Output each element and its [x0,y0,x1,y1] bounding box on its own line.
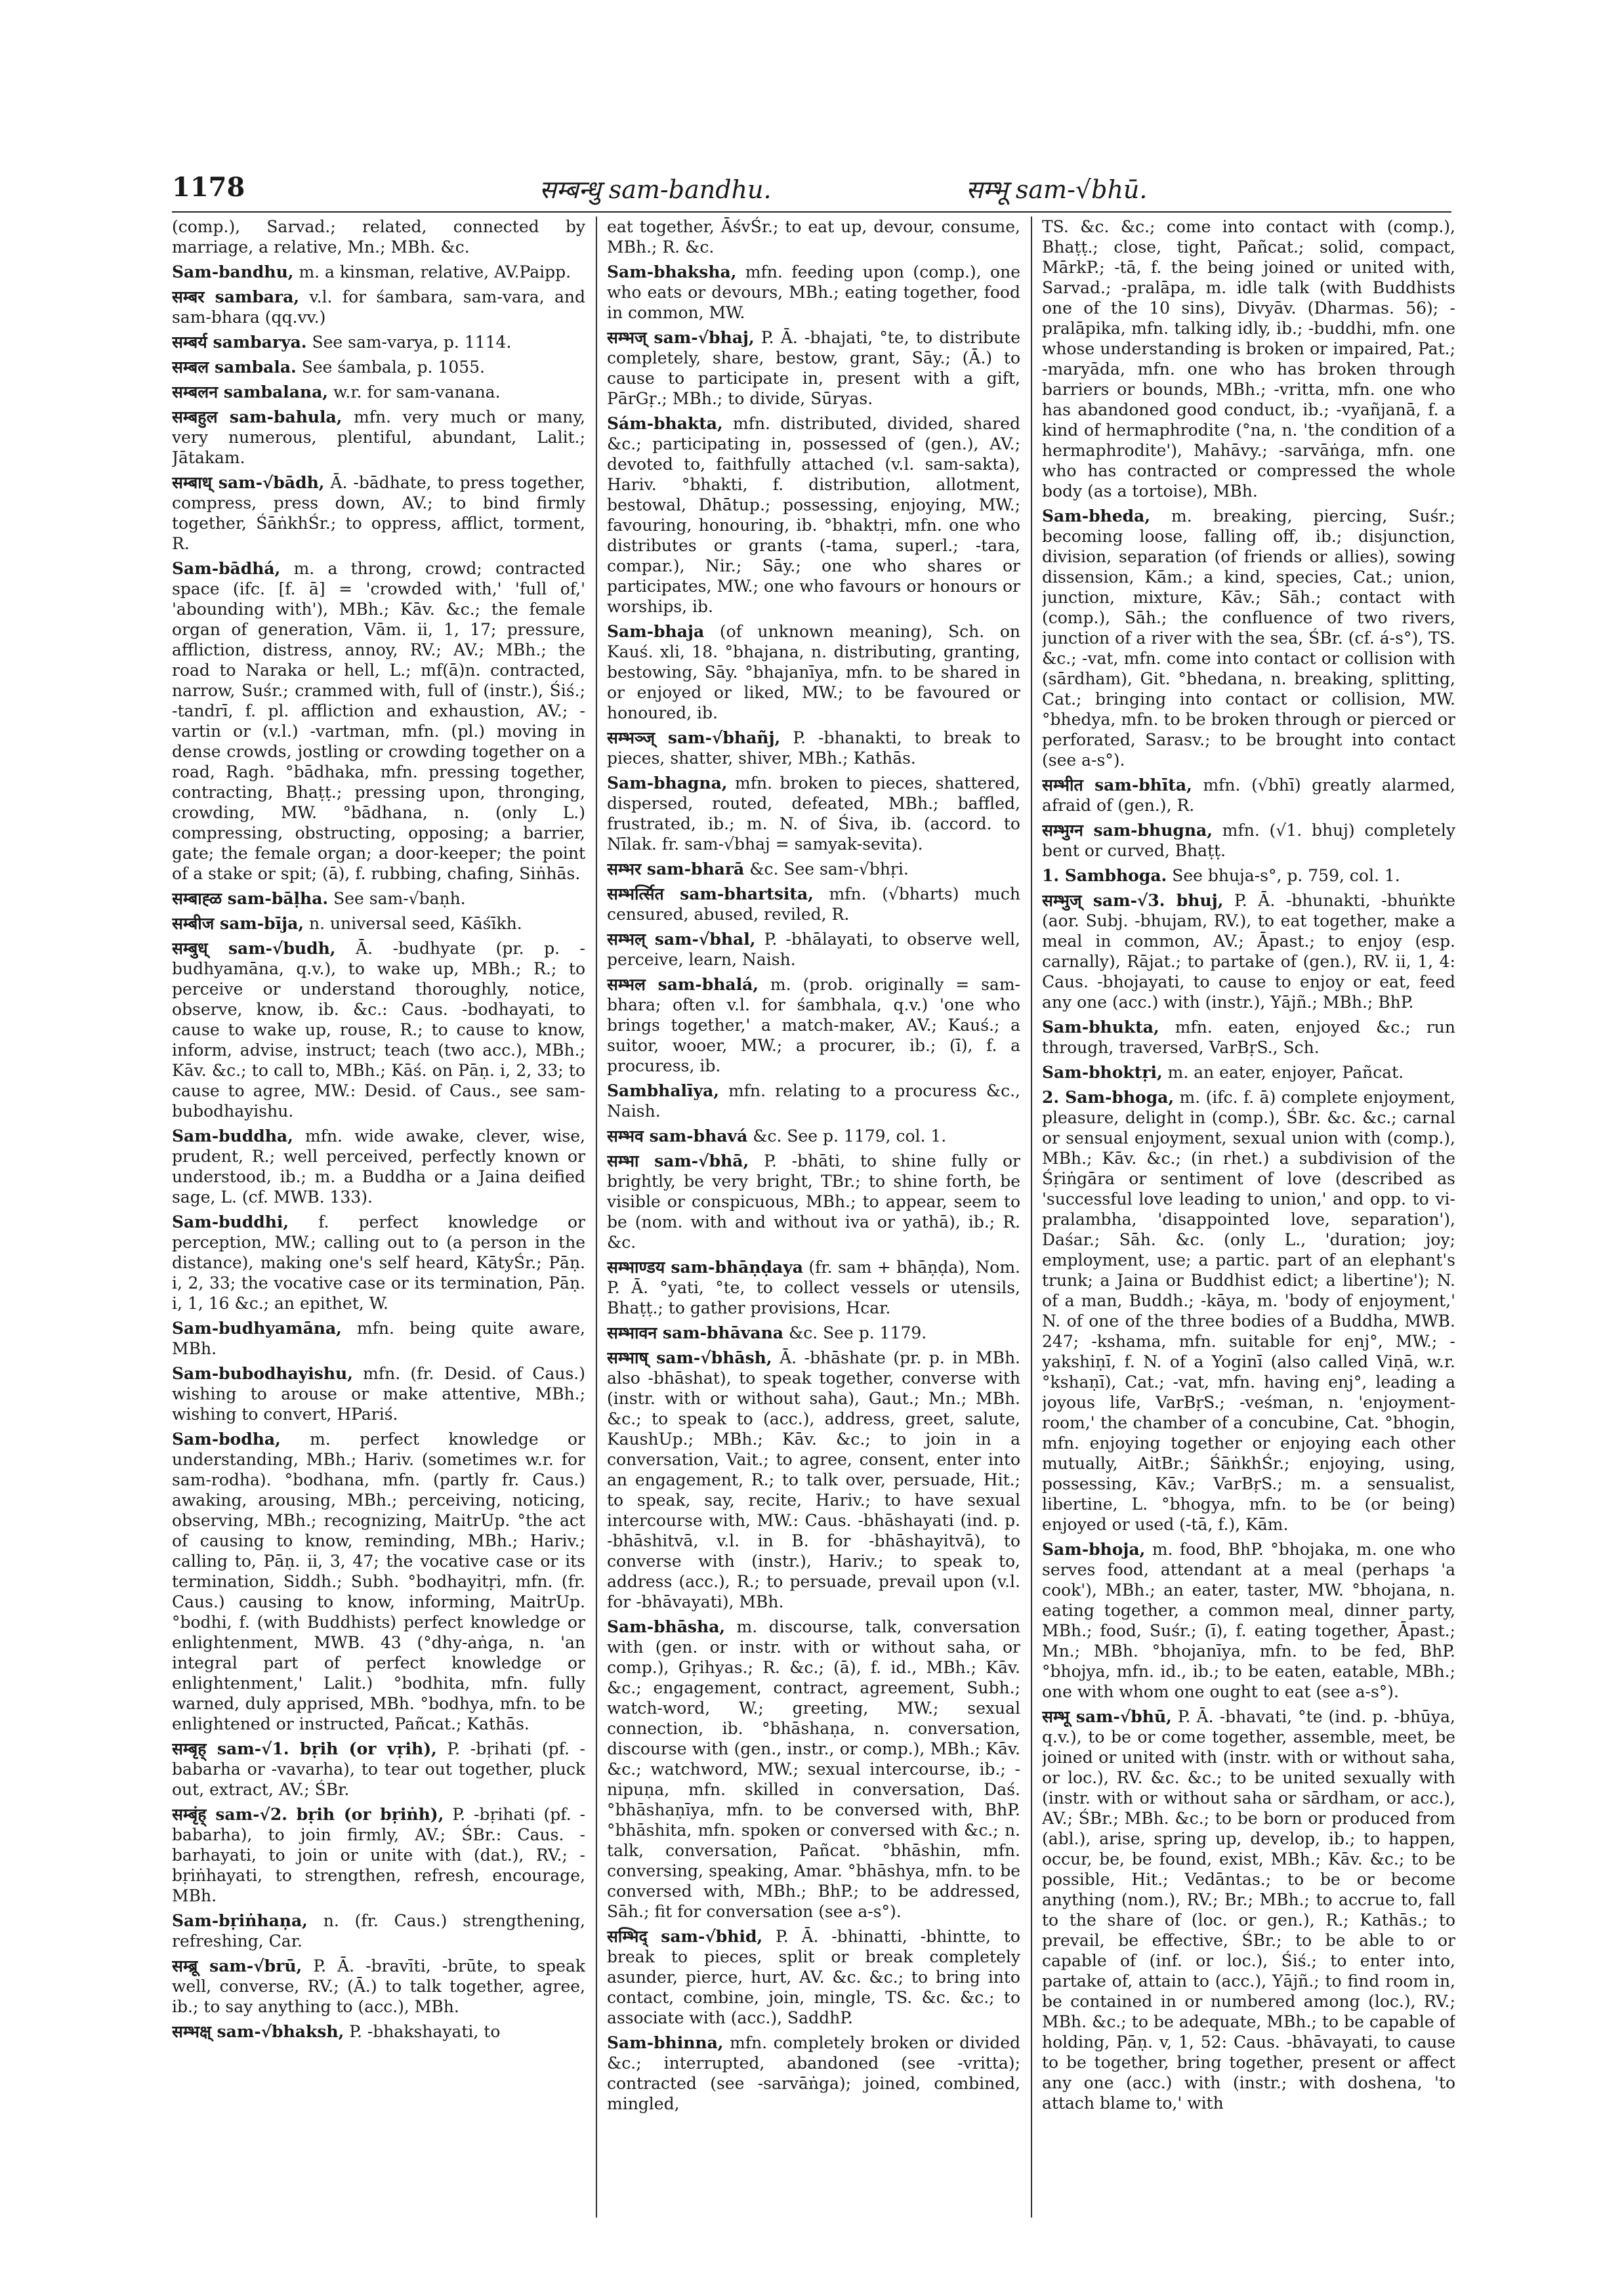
entry-text: &c. See p. 1179, col. 1. [753,1127,947,1146]
entry-headword: Sam-bṛiṅhaṇa, [172,1911,308,1930]
entry-text: m. food, BhP. °bhojaka, m. one who serves food, attendant at a meal (perhaps 'a cook'), MBh.; an eater, taster, MW. °bhojana, n. eating together, a common meal, dinner party, MBh.; food, Suśr.; (ī), f. eating together, Āpast.; Mn.; MBh. °bhojanīya, mfn. to be fed, BhP. °bhojya, mfn. id., ib.; to be eaten, eatable, MBh.; one with whom one ought to eat (see a-s°). [1042,1540,1455,1701]
dictionary-entry [172,1956,585,2017]
dictionary-entry [1042,217,1455,501]
entry-headword: सम्बलन sambalana, [172,382,329,402]
dictionary-entry [607,621,1020,723]
entry-headword: Sam-bhoja, [1042,1540,1146,1559]
dictionary-entry [607,217,1020,257]
entry-text: eat together, ĀśvŚr.; to eat up, devour, consume, MBh.; R. &c. [607,217,1020,257]
dictionary-entry [172,262,585,282]
dictionary-entry [1042,1062,1455,1083]
entry-headword: सम्बर sambara, [172,287,300,306]
dictionary-entry [607,1617,1020,1922]
entry-headword: Sam-bādhá, [172,559,281,578]
entry-text: P. Ā. -bhavati, °te (ind. p. -bhūya, q.v.), to be or come together, assemble, meet, be joined or united with (instr. with or without saha, or loc.), RV. &c. &c.; to be united sexually with (instr. with or without saha or sārdham, or acc.), AV.; ŚBr.; MBh. &c.; to be born or produced from (abl.), arise, spring up, develop, ib.; to happen, occur, be, be found, exist, MBh.; Kāv. &c.; to be possible, Hit.; Vedāntas.; to be or become anything (nom.), RV.; Br.; MBh.; to accrue to, fall to the share of (loc. or gen.), R.; Kathās.; to prevail, be effective, ŚBr.; to be able to or capable of (inf. or loc.), Śiś.; to enter into, partake of, attain to (acc.), Yājñ.; to find room in, be contained in or numbered among (loc.), RV.; MBh. &c.; to be adequate, MBh.; to be capable of holding, Pāṇ. v, 1, 52: Caus. -bhāvayati, to cause to be together, bring together, present or affect any one (acc.) with (instr.; with doshena, 'to attach blame to,' with [1042,1707,1455,2113]
entry-text: P. Ā. -bravīti, -brūte, to speak well, converse, RV.; (Ā.) to talk together, agree, ib.; to say anything to (acc.), MBh. [172,1956,585,2016]
dictionary-entry [172,1212,585,1313]
dictionary-entry [607,2033,1020,2114]
entry-text: m. (ifc. f. ā) complete enjoyment, pleasure, delight in (comp.), ŚBr. &c. &c.; carnal or sensual enjoyment, sexual union with (comp.), MBh.; Kāv. &c.; (in rhet.) a subdivision of the Śṛiṅgāra or sentiment of love (described as 'successful love leading to union,' and opp. to vi-pralambha, 'disappointed love, separation'), Daśar.; Sāh. &c. (only L., 'duration; joy; employment, use; a partic. part of an elephant's trunk; a Jaina or Buddhist edict; a libertine'); N. of a man, Buddh.; -kāya, m. 'body of enjoyment,' N. of one of the three bodies of a Buddha, MWB. 247; -kshama, mfn. suitable for enj°, MW.; -yakshiṇī, f. N. of a Yoginī (also called Viṇā, w.r. °kshaṇī), Cat.; -vat, mfn. having enj°, leading a joyous life, VarBṛS.; -veśman, n. 'enjoyment-room,' the chamber of a concubine, Cat. °bhogin, mfn. enjoying together or enjoying each other mutually, AitBr.; ŚāṅkhŚr.; enjoying, using, possessing, Kāv.; VarBṛS.; m. a sensualist, libertine, L. °bhogya, mfn. to be (or being) enjoyed or used (-tā, f.), Kām. [1042,1088,1455,1534]
entry-text: &c. See sam-√bhṛi. [749,859,909,879]
dictionary-entry [607,1257,1020,1318]
entry-headword: Sambhalīya, [607,1081,719,1100]
entry-text: m. (prob. originally = sam-bhara; often v.l. for śambhala, q.v.) 'one who brings together,' a match-maker, AV.; Kauś.; a suitor, wooer, MW.; a procurer, ib.; (ī), f. a procuress, ib. [607,975,1020,1075]
dictionary-entry [172,1804,585,1906]
dictionary-entry [172,1911,585,1951]
dictionary-entry [172,407,585,468]
entry-headword: Sam-bandhu, [172,262,294,281]
entry-headword: सम्भाष् sam-√bhāsh, [607,1348,772,1367]
entry-text: See sam-varya, p. 1114. [312,333,512,352]
dictionary-entry [172,217,585,257]
entry-headword: सम्भावन sam-bhāvana [607,1323,783,1342]
entry-text: See bhuja-s°, p. 759, col. 1. [1172,866,1400,885]
entry-headword: Sam-bhaja [607,622,705,641]
entry-headword: सम्बल sambala. [172,358,297,377]
entry-text: mfn. broken to pieces, shattered, dispersed, routed, defeated, MBh.; baffled, frustrated, ib.; m. N. of Śiva, ib. (accord. to Nīlak. fr. sam-√bhaj = samyak-sevita). [607,774,1020,854]
entry-text: n. universal seed, Kāśīkh. [309,914,522,933]
entry-text: n. (fr. Caus.) strengthening, refreshing, Car. [172,1911,585,1951]
entry-headword: सम्भुज् sam-√3. bhuj, [1042,891,1224,910]
column-divider [596,217,597,2218]
dictionary-entry [172,558,585,884]
entry-text: P. Ā. -bhajati, °te, to distribute completely, share, bestow, grant, Sāy.; (Ā.) to cause to participate in, present with a gift, PārGṛ.; MBh.; to divide, Sūryas. [607,328,1020,408]
dictionary-entry [172,332,585,352]
entry-text: See śambala, p. 1055. [301,358,485,377]
entry-text: mfn. being quite aware, MBh. [172,1319,585,1358]
dictionary-entry [1042,890,1455,1012]
entry-text: P. -bhanakti, to break to pieces, shatter, shiver, MBh.; Kathās. [607,728,1020,768]
entry-headword: Sam-bhukta, [1042,1018,1159,1037]
dictionary-entry [607,327,1020,409]
dictionary-entry [607,929,1020,970]
dictionary-entry [1042,865,1455,886]
entry-headword: सम्बुध् sam-√budh, [172,939,336,958]
dictionary-entry [172,472,585,554]
entry-text: m. breaking, piercing, Suśr.; becoming loose, falling off, ib.; disjunction, division, separation (of friends or allies), sowing dissension, Kām.; a kind, species, Cat.; union, junction, mixture, Kāv.; Sāh.; contact with (comp.), Sāh.; the confluence of two rivers, junction of a river with the sea, ŚBr. (cf. á-s°), TS. &c.; -vat, mfn. come into contact or collision with (sārdham), Git. °bhedana, n. breaking, splitting, Cat.; bringing into contact or collision, MW. °bhedya, mfn. to be broken through or pierced or perforated, Sarasv.; to be brought into contact (see a-s°). [1042,507,1455,770]
dictionary-entry [1042,820,1455,861]
entry-headword: Sam-buddha, [172,1127,293,1146]
entry-headword: Sam-bubodhayishu, [172,1364,353,1383]
dictionary-entry [607,1323,1020,1343]
entry-text: Ā. -bhāshate (pr. p. in MBh. also -bhāshat), to speak together, converse with (instr. with or without saha), Gaut.; Mn.; MBh. &c.; to speak to (acc.), address, greet, salute, KaushUp.; MBh.; Kāv. &c.; to join in a conversation, Vait.; to agree, consent, enter into an engagement, R.; to talk over, persuade, Hit.; to speak, say, recite, Hariv.; to have sexual intercourse with, MW.: Caus. -bhāshayati (ind. p. -bhāshitvā, v.l. in B. for -bhāshayitvā), to converse with (instr.), Hariv.; to speak to, address (acc.), R.; to persuade, prevail upon (v.l. for -bhāvayati), MBh. [607,1348,1020,1611]
entry-text: mfn. wide awake, clever, wise, prudent, R.; well perceived, perfectly known or understood, ib.; m. a Buddha or a Jaina deified sage, L. (cf. MWB. 133). [172,1127,585,1207]
dictionary-entry [172,1739,585,1800]
entry-text: m. discourse, talk, conversation with (gen. or instr. with or without saha, or comp.), Gṛihyas.; R. &c.; (ā), f. id., MBh.; Kāv. &c.; engagement, contract, agreement, Subh.; watch-word, W.; greeting, MW.; sexual connection, ib. °bhāshaṇa, n. conversation, discourse with (gen., instr., or comp.), MBh.; Kāv. &c.; watchword, MW.; sexual intercourse, ib.; -nipuṇa, mfn. skilled in conversation, Daś. °bhāshaṇīya, mfn. to be conversed with, BhP. °bhāshita, mfn. spoken or conversed with &c.; n. talk, conversation, Pañcat. °bhāshin, mfn. conversing, speaking, Amar. °bhāshya, mfn. to be conversed with, MBh.; BhP.; to be addressed, Sāh.; fit for conversation (see a-s°). [607,1617,1020,1921]
entry-text: Ā. -bādhate, to press together, compress, press down, AV.; to bind firmly together, ŚāṅkhŚr.; to oppress, afflict, torment, R. [172,473,585,553]
entry-headword: सम्भञ्ज् sam-√bhañj, [607,728,781,747]
column-1 [172,217,585,2224]
entry-headword: Sam-bheda, [1042,507,1151,526]
entry-headword: सम्बाध् sam-√bādh, [172,473,325,492]
dictionary-entry [172,2021,585,2042]
entry-text: P. -bhāti, to shine fully or brightly, be very bright, TBr.; to shine forth, be visible or conspicuous, MBh.; to appear, seem to be (nom. with and without iva or yathā), ib.; R. &c. [607,1151,1020,1252]
entry-text: m. perfect knowledge or understanding, MBh.; Hariv. (sometimes w.r. for sam-rodha). °bodhana, mfn. (partly fr. Caus.) awaking, arousing, MBh.; perceiving, noticing, observing, MBh.; recognizing, MaitrUp. °the act of causing to know, reminding, MBh.; Hariv.; calling to, Pāṇ. ii, 3, 47; the vocative case or its termination, Siddh.; Subh. °bodhayitṛi, mfn. (fr. Caus.) causing to know, informing, MaitrUp. °bodhi, f. (with Buddhists) perfect knowledge or enlightenment, MWB. 43 (°dhy-aṅga, n. 'an integral part of perfect knowledge or enlightenment,' Lalit.) °bodhita, mfn. fully warned, duly apprised, MBh. °bodhya, mfn. to be enlightened or instructed, Pañcat.; Kathās. [172,1430,585,1733]
left-running-head: सम्बन्धु sam-bandhu. [539,175,772,204]
entry-headword: सम्भल् sam-√bhal, [607,930,756,949]
entry-text: &c. See p. 1179. [788,1323,927,1342]
entry-headword: 2. Sam-bhoga, [1042,1088,1175,1107]
dictionary-entry [172,888,585,909]
header-rule [172,211,1451,213]
entry-headword: Sam-bhaksha, [607,262,737,281]
entry-headword: सम्बृंह् sam-√2. bṛih (or bṛiṅh), [172,1805,444,1824]
entry-headword: Sam-bhinna, [607,2033,724,2052]
entry-text: mfn. relating to a procuress &c., Naish. [607,1081,1020,1121]
entry-text: m. an eater, enjoyer, Pañcat. [1167,1063,1404,1082]
entry-headword: Sam-bhoktṛi, [1042,1063,1163,1082]
entry-text: mfn. (√bhī) greatly alarmed, afraid of (gen.), R. [1042,775,1455,815]
entry-text: mfn. eaten, enjoyed &c.; run through, traversed, VarBṛS., Sch. [1042,1018,1455,1057]
entry-headword: Sam-bhāsha, [607,1617,726,1636]
entry-text: v.l. for śambara, sam-vara, and sam-bhara (qq.vv.) [172,287,585,327]
entry-text: P. -bhālayati, to observe well, perceive, learn, Naish. [607,930,1020,969]
dictionary-entry [607,859,1020,879]
entry-headword: सम्भुग्न sam-bhugna, [1042,821,1213,840]
dictionary-entry [607,974,1020,1076]
dictionary-entry [172,1429,585,1734]
entry-headword: सम्भा sam-√bhā, [607,1151,749,1170]
entry-headword: सम्भीत sam-bhīta, [1042,775,1192,795]
entry-text: mfn. very much or many, very numerous, plentiful, abundant, Lalit.; Jātakam. [172,407,585,467]
entry-text: (fr. sam + bhāṇḍa), Nom. P. Ā. °yati, °te, to collect vessels or utensils, Bhaṭṭ.; to gather provisions, Hcar. [607,1258,1020,1317]
column-2 [607,217,1020,2224]
entry-headword: Sám-bhakta, [607,414,723,433]
dictionary-entry [1042,1087,1455,1535]
dictionary-entry [1042,775,1455,816]
dictionary-entry [1042,1539,1455,1702]
entry-text: P. Ā. -bhunakti, -bhuṅkte (aor. Subj. -bhujam, RV.), to eat together, make a meal in common, AV.; Āpast.; to enjoy (esp. carnally), Rājat.; to partake of (gen.), RV. ii, 1, 4: Caus. -bhojayati, to cause to enjoy or eat, feed any one (acc.) with (instr.), Yājñ.; MBh.; BhP. [1042,891,1455,1012]
entry-headword: सम्बहुल sam-bahula, [172,407,343,426]
entry-headword: सम्भू sam-√bhū, [1042,1707,1172,1726]
entry-text: mfn. (√bharts) much censured, abused, reviled, R. [607,884,1020,924]
entry-text: m. a throng, crowd; contracted space (ifc. [f. ā] = 'crowded with,' 'full of,' 'abounding with'), MBh.; Kāv. &c.; the female organ of generation, Vām. ii, 1, 17; pressure, affliction, distress, annoy, RV.; AV.; MBh.; the road to Naraka or hell, L.; mf(ā)n. contracted, narrow, Suśr.; crammed with, full of (instr.), Śiś.; -tandrī, f. pl. affliction and exhaustion, AV.; -vartin or (v.l.) -vartman, mfn. (pl.) moving in dense crowds, jostling or crowding together on a road, Ragh. °bādhaka, mfn. pressing together, contracting, Bhaṭṭ.; pressing upon, thronging, crowding, MW. °bādhana, n. (only L.) compressing, obstructing, opposing; a barrier, gate; the female organ; a door-keeper; the point of a stake or spit; (ā), f. rubbing, chafing, Siṅhās. [172,559,585,883]
entry-text: mfn. feeding upon (comp.), one who eats or devours, MBh.; eating together, food in common, MW. [607,262,1020,322]
dictionary-entry [607,1126,1020,1146]
entry-text: Ā. -budhyate (pr. p. -budhyamāna, q.v.), to wake up, MBh.; R.; to perceive or understand thoroughly, notice, observe, know, ib. &c.: Caus. -bodhayati, to cause to wake up, rouse, R.; to cause to know, inform, advise, instruct; teach (two acc.), MBh.; Kāv. &c.; to call to, MBh.; Kāś. on Pāṇ. i, 2, 33; to cause to agree, MW.: Desid. of Caus., see sam-bubodhayishu. [172,939,585,1121]
entry-text: m. a kinsman, relative, AV.Paipp. [299,262,572,281]
page-header [172,172,1451,211]
column-divider [1031,217,1032,2218]
entry-headword: सम्भर sam-bharā [607,859,745,879]
dictionary-entry [607,413,1020,617]
entry-text: mfn. (fr. Desid. of Caus.) wishing to arouse or make attentive, MBh.; wishing to convert, HPariś. [172,1364,585,1424]
entry-headword: सम्भव sam-bhavá [607,1127,748,1146]
entry-headword: सम्भिद् sam-√bhid, [607,1927,763,1946]
entry-headword: सम्बृह् sam-√1. bṛih (or vṛih), [172,1739,437,1758]
column-3 [1042,217,1455,2224]
entry-headword: सम्ब्रू sam-√brū, [172,1956,302,1975]
dictionary-entry [1042,1706,1455,2113]
entry-headword: Sam-bhagna, [607,774,728,793]
entry-text: P. -bhakshayati, to [349,2022,501,2041]
entry-headword: Sam-bodha, [172,1430,281,1449]
entry-text: P. Ā. -bhinatti, -bhintte, to break to pieces, split or break completely asunder, pierce, hurt, AV. &c. &c.; to bring into contact, combine, join, mingle, TS. &c. &c.; to associate with (acc.), SaddhP. [607,1927,1020,2027]
entry-headword: सम्भर्त्सित sam-bhartsita, [607,884,814,903]
dictionary-entry [607,1081,1020,1121]
dictionary-entry [607,1348,1020,1612]
entry-text: f. perfect knowledge or perception, MW.; calling out to (a person in the distance), making one's self heard, KātyŚr.; Pāṇ. i, 2, 33; the vocative case or its termination, Pāṇ. i, 1, 16 &c.; an epithet, W. [172,1212,585,1313]
dictionary-entry [172,287,585,327]
entry-headword: Sam-budhyamāna, [172,1319,342,1338]
entry-text: w.r. for sam-vanana. [333,382,501,402]
dictionary-entry [172,913,585,934]
right-running-head: सम्भू sam-√bhū. [966,175,1148,204]
entry-text: mfn. completely broken or divided &c.; interrupted, abandoned (see -vritta); contracted (see -sarvāṅga); joined, combined, mingled, [607,2033,1020,2113]
entry-text: (of unknown meaning), Sch. on Kauś. xli, 18. °bhajana, n. distributing, granting, bestowing, Sāy. °bhajanīya, mfn. to be shared in or enjoyed or liked, MW.; to be favoured or honoured, ib. [607,622,1020,722]
dictionary-entry [607,1926,1020,2028]
dictionary-entry [172,1318,585,1359]
entry-headword: सम्भाण्डय sam-bhāṇḍaya [607,1258,803,1277]
entry-headword: सम्भल sam-bhalá, [607,975,759,994]
entry-text: mfn. (√1. bhuj) completely bent or curved, Bhaṭṭ. [1042,821,1455,860]
entry-text: mfn. distributed, divided, shared &c.; participating in, possessed of (gen.), AV.; devoted to, faithfully attached (v.l. sam-sakta), Hariv. °bhakti, f. distribution, allotment, bestowal, Dhātup.; possessing, enjoying, MW.; favouring, honouring, ib. °bhaktṛi, mfn. one who distributes or grants (-tama, superl.; -tara, compar.), Nir.; Sāy.; one who shares or participates, MW.; one who favours or honours or worships, ib. [607,414,1020,616]
entry-headword: सम्भक्ष् sam-√bhaksh, [172,2022,344,2041]
entry-headword: Sam-buddhi, [172,1212,289,1231]
dictionary-entry [607,728,1020,768]
dictionary-entry [172,1363,585,1424]
dictionary-entry [172,1126,585,1207]
entry-headword: सम्बीज sam-bīja, [172,914,304,933]
dictionary-entry [607,262,1020,323]
dictionary-entry [172,382,585,402]
entry-headword: 1. Sambhoga. [1042,866,1167,885]
page-number: 1178 [172,172,245,203]
entry-text: P. -bṛihati (pf. -babarha or -vavarha), to tear out together, pluck out, extract, AV.; ŚBr. [172,1739,585,1799]
entry-text: (comp.), Sarvad.; related, connected by marriage, a relative, Mn.; MBh. &c. [172,217,585,257]
dictionary-entry [607,773,1020,854]
dictionary-entry [172,938,585,1121]
dictionary-entry [172,357,585,377]
entry-text: See sam-√baṇh. [333,889,466,908]
dictionary-entry [1042,506,1455,770]
entry-headword: सम्बर्य sambarya. [172,333,307,352]
entry-headword: सम्बाह्ळ sam-bāḷha. [172,889,329,908]
entry-text: P. -bṛihati (pf. -babarha), to join firmly, AV.; ŚBr.: Caus. -barhayati, to join or unite with (dat.), RV.; -bṛiṅhayati, to strengthen, refresh, encourage, MBh. [172,1805,585,1905]
entry-text: TS. &c. &c.; come into contact with (comp.), Bhaṭṭ.; close, tight, Pañcat.; solid, compact, MārkP.; -tā, f. the being joined or united with, Sarvad.; -pralāpa, m. idle talk (with Buddhists one of the 10 sins), Divyāv. (Dharmas. 56); -pralāpika, mfn. talking idly, ib.; -buddhi, mfn. one whose understanding is broken or impaired, Pat.; -maryāda, mfn. one who has broken through barriers or bounds, MBh.; -vritta, mfn. one who has abandoned good conduct, ib.; -vyañjanā, f. a kind of hermaphrodite (°na, n. 'the condition of a hermaphrodite'), Mahāvy.; -sarvāṅga, mfn. one who has contracted or compressed the whole body (as a tortoise), MBh. [1042,217,1455,501]
dictionary-entry [607,884,1020,924]
dictionary-entry [1042,1017,1455,1058]
entry-headword: सम्भज् sam-√bhaj, [607,328,755,347]
dictionary-entry [607,1151,1020,1252]
